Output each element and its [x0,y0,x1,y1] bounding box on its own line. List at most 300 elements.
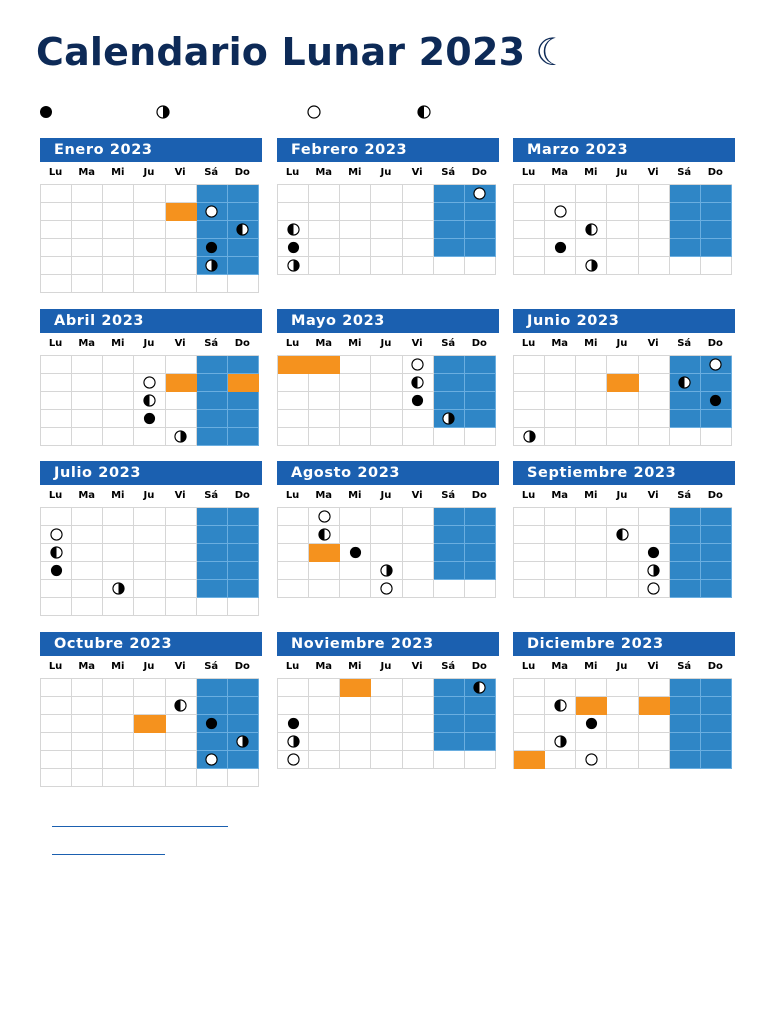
last-quarter-icon [174,699,187,712]
weekday-ju: Ju [380,338,392,349]
day-cell [103,598,134,616]
day-cell [134,239,165,257]
day-cell [278,185,309,203]
day-cell [197,733,228,751]
week-row [278,374,496,392]
weekday-sa: Sá [441,338,456,349]
day-cell [309,715,340,733]
last-quarter-icon [287,223,300,236]
day-cell [166,356,197,374]
day-cell [371,526,402,544]
last-quarter-icon [554,699,567,712]
day-cell [166,239,197,257]
day-cell [607,697,638,715]
day-cell [197,239,228,257]
weekday-ju: Ju [380,490,392,501]
day-cell [434,544,465,562]
day-cell [545,428,576,446]
week-row [41,275,259,293]
day-cell [197,221,228,239]
day-cell [576,526,607,544]
day-cell [576,185,607,203]
day-cell [434,751,465,769]
day-cell [41,221,72,239]
day-cell [670,562,701,580]
day-cell [103,428,134,446]
day-cell [103,221,134,239]
day-cell [228,751,259,769]
weekday-ju: Ju [143,167,155,178]
weekday-ju: Ju [143,490,155,501]
day-cell [576,410,607,428]
day-cell [607,544,638,562]
weekday-sa: Sá [204,490,219,501]
day-cell [309,203,340,221]
day-cell [434,410,465,428]
day-cell [701,257,732,275]
day-cell [340,733,371,751]
day-cell [545,508,576,526]
week-row [278,203,496,221]
week-row [41,679,259,697]
weekday-ju: Ju [143,661,155,672]
day-cell [465,697,496,715]
day-cell [639,580,670,598]
day-cell [340,544,371,562]
week-row [41,715,259,733]
day-cell [228,374,259,392]
day-grid [277,507,496,598]
full-moon-icon [143,376,156,389]
day-cell [103,203,134,221]
day-cell [340,374,371,392]
day-cell [465,392,496,410]
weekday-do: Do [234,490,250,501]
day-cell [403,203,434,221]
last-quarter-icon [143,394,156,407]
day-cell [545,203,576,221]
day-cell [434,580,465,598]
footer-link-1[interactable] [52,826,228,827]
day-cell [434,356,465,374]
day-cell [309,508,340,526]
day-cell [340,239,371,257]
day-cell [309,697,340,715]
day-cell [514,715,545,733]
day-cell [371,580,402,598]
week-row [514,239,732,257]
day-cell [701,203,732,221]
day-grid [277,355,496,446]
day-cell [197,257,228,275]
day-cell [103,356,134,374]
weekday-mi: Mi [584,338,598,349]
new-moon-icon [647,546,660,559]
day-cell [340,410,371,428]
day-cell [465,733,496,751]
week-row [41,769,259,787]
week-row [514,221,732,239]
weekday-header [40,656,258,678]
first-quarter-icon [554,735,567,748]
weekday-do: Do [707,338,723,349]
day-cell [278,428,309,446]
day-cell [278,410,309,428]
day-cell [134,562,165,580]
week-row [514,751,732,769]
day-cell [72,374,103,392]
weekday-do: Do [234,167,250,178]
day-cell [72,562,103,580]
weekday-do: Do [471,661,487,672]
weekday-do: Do [234,338,250,349]
weekday-lu: Lu [521,338,536,349]
day-cell [607,751,638,769]
day-cell [41,392,72,410]
week-row [41,562,259,580]
day-cell [72,203,103,221]
day-cell [639,221,670,239]
day-cell [309,751,340,769]
day-cell [514,257,545,275]
month-title: Julio 2023 [40,461,262,485]
day-cell [309,410,340,428]
day-cell [309,392,340,410]
footer-link-2[interactable] [52,854,165,855]
weekday-do: Do [471,167,487,178]
weekday-mi: Mi [111,338,125,349]
day-cell [576,697,607,715]
week-row [278,580,496,598]
day-grid [513,507,732,598]
weekday-ju: Ju [380,167,392,178]
day-cell [309,257,340,275]
day-cell [340,526,371,544]
day-cell [228,715,259,733]
weekday-ma: Ma [315,661,333,672]
day-cell [134,733,165,751]
full-moon-icon [50,528,63,541]
day-cell [514,392,545,410]
day-cell [403,580,434,598]
week-row [41,580,259,598]
day-cell [41,275,72,293]
month-title: Junio 2023 [513,309,735,333]
week-row [278,410,496,428]
month-julio [40,461,262,616]
day-cell [278,508,309,526]
day-cell [514,526,545,544]
day-cell [134,715,165,733]
week-row [514,185,732,203]
weekday-vi: Vi [174,338,186,349]
week-row [514,679,732,697]
day-cell [403,257,434,275]
week-row [278,697,496,715]
day-cell [434,562,465,580]
day-cell [41,769,72,787]
weekday-ma: Ma [551,661,569,672]
day-cell [228,203,259,221]
day-cell [228,697,259,715]
day-cell [309,544,340,562]
day-cell [134,428,165,446]
day-cell [670,751,701,769]
day-cell [134,508,165,526]
day-cell [403,679,434,697]
full-moon-icon [473,187,486,200]
weekday-header [277,656,495,678]
first-quarter-icon [287,735,300,748]
day-cell [134,356,165,374]
weekday-sa: Sá [441,661,456,672]
day-cell [670,679,701,697]
week-row [41,392,259,410]
day-cell [639,374,670,392]
week-row [41,257,259,275]
new-moon-icon [709,394,722,407]
weekday-vi: Vi [411,661,423,672]
day-cell [340,679,371,697]
day-cell [514,733,545,751]
day-cell [103,410,134,428]
month-febrero [277,138,499,275]
month-marzo [513,138,735,275]
day-cell [701,410,732,428]
day-cell [134,275,165,293]
day-cell [576,508,607,526]
day-cell [403,428,434,446]
month-title: Febrero 2023 [277,138,499,162]
day-cell [309,580,340,598]
week-row [41,203,259,221]
full-moon-icon [205,205,218,218]
weekday-header [513,333,731,355]
month-title: Diciembre 2023 [513,632,735,656]
crescent-moon-icon: ☾ [535,30,570,74]
day-cell [309,733,340,751]
day-cell [403,185,434,203]
day-cell [639,526,670,544]
day-cell [72,733,103,751]
weekday-mi: Mi [111,661,125,672]
last-quarter-icon [318,528,331,541]
day-cell [670,356,701,374]
day-cell [197,526,228,544]
day-cell [545,239,576,257]
first-quarter-icon [380,564,393,577]
weekday-header [277,162,495,184]
full-moon-icon [554,205,567,218]
day-cell [228,257,259,275]
day-cell [403,356,434,374]
full-moon-icon [318,510,331,523]
weekday-sa: Sá [441,167,456,178]
day-cell [166,428,197,446]
weekday-ma: Ma [551,338,569,349]
last-quarter-icon [585,223,598,236]
day-cell [340,185,371,203]
day-cell [197,275,228,293]
day-cell [403,697,434,715]
month-abril [40,309,262,446]
weekday-lu: Lu [48,167,63,178]
day-cell [576,715,607,733]
day-cell [103,562,134,580]
week-row [514,392,732,410]
new-moon-icon [205,717,218,730]
weekday-lu: Lu [285,490,300,501]
day-cell [434,526,465,544]
day-cell [701,697,732,715]
day-grid [513,355,732,446]
day-cell [103,239,134,257]
day-cell [403,715,434,733]
day-cell [576,733,607,751]
week-row [514,562,732,580]
day-cell [72,598,103,616]
day-cell [166,715,197,733]
weekday-lu: Lu [521,167,536,178]
day-cell [103,751,134,769]
day-cell [670,221,701,239]
weekday-sa: Sá [677,490,692,501]
day-cell [465,428,496,446]
month-title: Septiembre 2023 [513,461,735,485]
day-cell [166,697,197,715]
first-quarter-icon [585,259,598,272]
weekday-sa: Sá [204,167,219,178]
full-moon-icon [287,753,300,766]
day-cell [41,239,72,257]
weekday-lu: Lu [48,490,63,501]
week-row [41,697,259,715]
week-row [278,526,496,544]
day-cell [103,679,134,697]
week-row [514,257,732,275]
day-cell [576,544,607,562]
weekday-lu: Lu [521,661,536,672]
day-cell [701,374,732,392]
day-cell [166,410,197,428]
weekday-sa: Sá [204,338,219,349]
day-cell [166,598,197,616]
day-cell [403,733,434,751]
day-cell [371,715,402,733]
new-moon-icon [349,546,362,559]
week-row [41,221,259,239]
day-cell [309,679,340,697]
day-cell [670,203,701,221]
week-row [41,526,259,544]
day-cell [197,508,228,526]
day-cell [228,526,259,544]
day-cell [514,580,545,598]
weekday-do: Do [707,490,723,501]
day-cell [545,679,576,697]
weekday-ju: Ju [380,661,392,672]
day-cell [576,374,607,392]
weekday-mi: Mi [584,490,598,501]
weekday-mi: Mi [584,661,598,672]
day-cell [72,356,103,374]
day-cell [514,221,545,239]
day-cell [72,697,103,715]
day-cell [103,580,134,598]
weekday-lu: Lu [285,338,300,349]
day-cell [340,697,371,715]
day-cell [403,508,434,526]
day-cell [576,562,607,580]
day-cell [228,221,259,239]
day-cell [434,428,465,446]
day-cell [403,562,434,580]
day-cell [41,697,72,715]
day-grid [277,184,496,275]
weekday-sa: Sá [204,661,219,672]
day-cell [166,374,197,392]
day-cell [309,239,340,257]
week-row [41,751,259,769]
weekday-lu: Lu [285,661,300,672]
day-cell [72,410,103,428]
weekday-header [40,333,258,355]
day-grid [40,678,259,787]
day-cell [607,526,638,544]
day-grid [513,184,732,275]
day-cell [166,392,197,410]
day-cell [639,428,670,446]
week-row [278,733,496,751]
week-row [41,185,259,203]
day-cell [103,733,134,751]
day-cell [670,428,701,446]
month-title: Marzo 2023 [513,138,735,162]
day-cell [228,392,259,410]
day-cell [670,697,701,715]
day-cell [41,580,72,598]
day-cell [134,221,165,239]
day-cell [465,221,496,239]
day-cell [701,544,732,562]
day-cell [639,751,670,769]
full-moon-icon [380,582,393,595]
day-cell [41,526,72,544]
new-moon-icon [585,717,598,730]
first-quarter-icon [442,412,455,425]
day-cell [576,428,607,446]
day-cell [278,715,309,733]
day-cell [278,733,309,751]
day-cell [103,185,134,203]
day-cell [197,428,228,446]
day-cell [72,679,103,697]
day-cell [670,580,701,598]
day-cell [639,508,670,526]
day-cell [403,410,434,428]
last-quarter-icon [236,223,249,236]
day-cell [228,185,259,203]
day-cell [701,526,732,544]
week-row [514,580,732,598]
day-cell [371,185,402,203]
day-cell [197,598,228,616]
day-cell [134,580,165,598]
day-cell [134,679,165,697]
day-cell [670,544,701,562]
week-row [514,715,732,733]
first-quarter-icon [205,259,218,272]
